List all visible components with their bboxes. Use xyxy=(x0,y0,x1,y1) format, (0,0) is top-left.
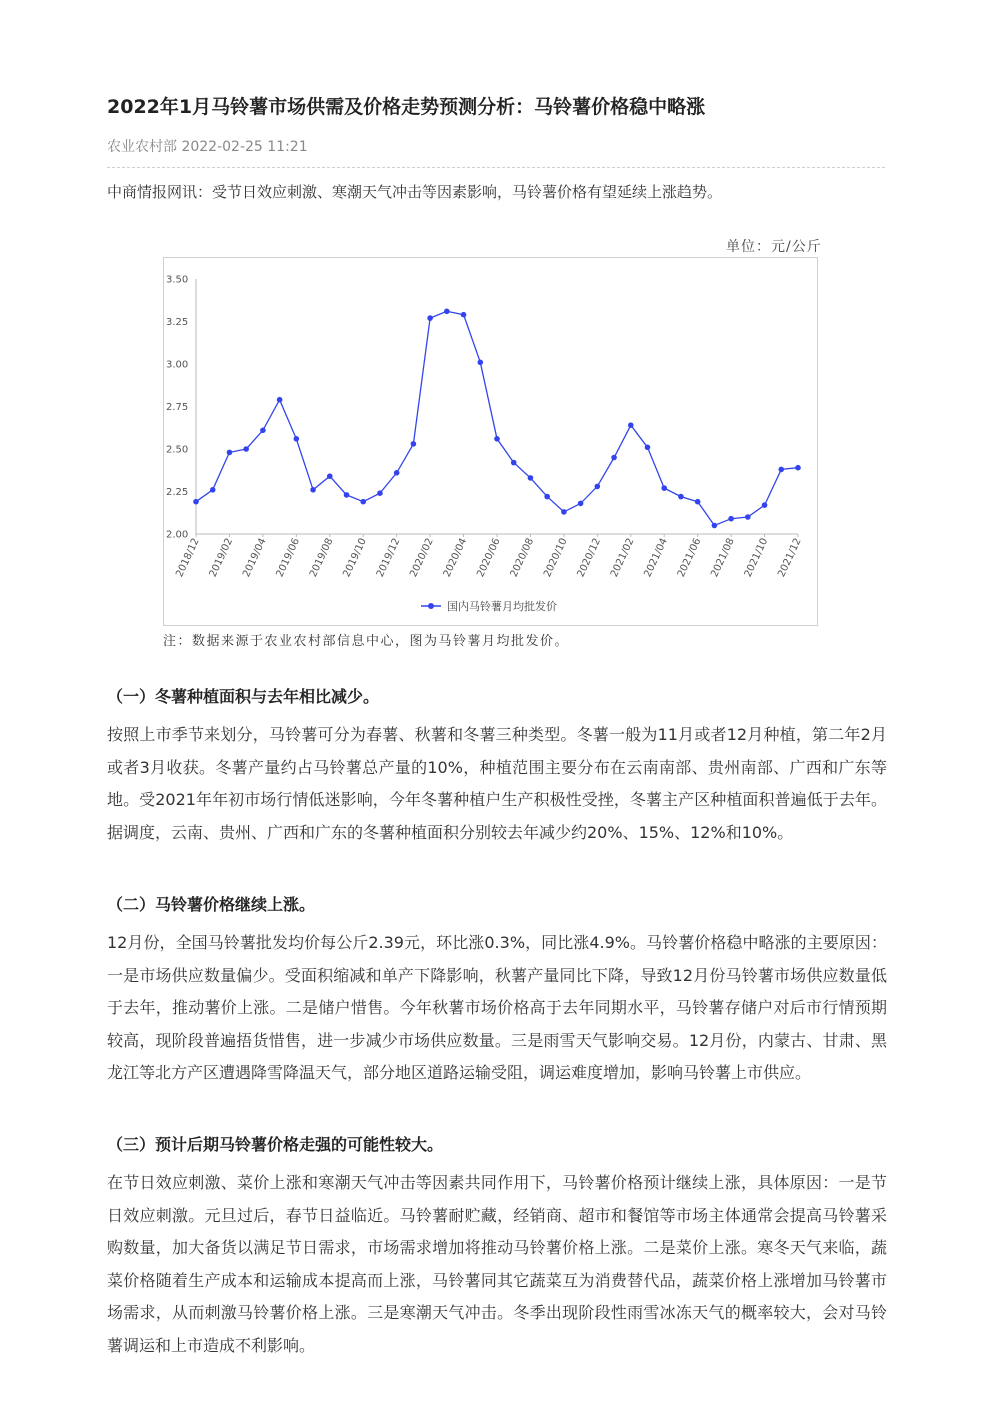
data-point xyxy=(795,465,801,471)
section2-body: 12月份，全国马铃薯批发均价每公斤2.39元，环比涨0.3%，同比涨4.9%。马铃薯价格稳中略涨的主要原因：一是市场供应数量偏少。受面积缩减和单产下降影响，秋薯产量同比下降，导致12月份马铃薯市场供应数量低于去年，推动薯价上涨。二是储户惜售。今年秋薯市场价格高于去年同期水平，马铃薯存储户对后市行情预期较高，现阶段普遍捂货惜售，进一步减少市场供应数量。三是雨雪天气影响交易。12月份，内蒙古、甘肃、黑龙江等北方产区遭遇降雪降温天气，部分地区道路运输受阻，调运难度增加，影响马铃薯上市供应。 xyxy=(107,933,887,1082)
article-date: 2022-02-25 11:21 xyxy=(181,139,308,155)
x-tick-label: 2018/12 xyxy=(174,536,202,579)
chart-note: 注：数据来源于农业农村部信息中心，图为马铃薯月均批发价。 xyxy=(163,634,570,649)
data-point xyxy=(494,436,500,442)
section2-heading: （二）马铃薯价格继续上涨。 xyxy=(107,895,316,914)
data-point xyxy=(310,487,316,493)
data-point xyxy=(511,460,517,466)
legend-swatch-marker xyxy=(428,603,434,609)
data-point xyxy=(628,422,634,428)
data-point xyxy=(728,516,734,522)
x-tick-label: 2019/04 xyxy=(241,536,269,579)
data-point xyxy=(477,360,483,366)
data-point xyxy=(528,475,534,481)
y-tick-label: 3.25 xyxy=(166,317,189,328)
data-point xyxy=(411,441,417,447)
y-tick-label: 3.50 xyxy=(166,274,189,286)
data-point xyxy=(394,470,400,476)
data-point xyxy=(712,523,718,529)
article-meta xyxy=(107,136,308,156)
x-tick-label: 2020/12 xyxy=(575,536,604,579)
data-point xyxy=(344,492,350,498)
data-point xyxy=(360,499,366,505)
x-tick-label: 2020/06 xyxy=(475,536,503,579)
data-point xyxy=(243,446,249,452)
section3-heading: （三）预计后期马铃薯价格走强的可能性较大。 xyxy=(107,1135,444,1154)
series-line xyxy=(196,311,798,525)
article-title: 2022年1月马铃薯市场供需及价格走势预测分析：马铃薯价格稳中略涨 xyxy=(107,96,706,118)
x-tick-label: 2021/08 xyxy=(709,536,737,579)
data-point xyxy=(611,455,617,461)
data-point xyxy=(227,450,233,456)
y-tick-label: 2.00 xyxy=(166,529,189,541)
x-tick-label: 2020/08 xyxy=(508,536,537,579)
y-tick-label: 3.00 xyxy=(166,359,189,371)
x-tick-label: 2021/12 xyxy=(776,536,804,579)
y-tick-label: 2.25 xyxy=(166,487,189,498)
section3-body: 在节日效应刺激、菜价上涨和寒潮天气冲击等因素共同作用下，马铃薯价格预计继续上涨，具体原因：一是节日效应刺激。元旦过后，春节日益临近。马铃薯耐贮藏，经销商、超市和餐馆等市场主体通常会提高马铃薯采购数量，加大备货以满足节日需求，市场需求增加将推动马铃薯价格上涨。二是菜价上涨。寒冬天气来临，蔬菜价格随着生产成本和运输成本提高而上涨，马铃薯同其它蔬菜互为消费替代品，蔬菜价格上涨增加马铃薯市场需求，从而刺激马铃薯价格上涨。三是寒潮天气冲击。冬季出现阶段性雨雪冰冻天气的概率较大，会对马铃薯调运和上市造成不利影响。 xyxy=(107,1173,887,1355)
data-point xyxy=(695,499,701,505)
data-point xyxy=(294,436,300,442)
data-point xyxy=(561,509,567,515)
data-point xyxy=(260,428,266,434)
x-tick-label: 2019/12 xyxy=(374,536,403,579)
x-tick-label: 2020/02 xyxy=(408,536,436,579)
data-point xyxy=(193,499,199,505)
x-tick-label: 2021/06 xyxy=(675,536,704,579)
x-tick-label: 2019/10 xyxy=(341,536,369,579)
section1-heading: （一）冬薯种植面积与去年相比减少。 xyxy=(107,687,380,706)
section1-body: 按照上市季节来划分，马铃薯可分为春薯、秋薯和冬薯三种类型。冬薯一般为11月或者12月种植，第二年2月或者3月收获。冬薯产量约占马铃薯总产量的10%，种植范围主要分布在云南南部、贵州南部、广西和广东等地。受2021年年初市场行情低迷影响，今年冬薯种植户生产积极性受挫，冬薯主产区种植面积普遍低于去年。据调度，云南、贵州、广西和广东的冬薯种植面积分别较去年减少约20%、15%、12%和10%。 xyxy=(107,725,887,842)
legend-label: 国内马铃薯月均批发价 xyxy=(447,600,557,613)
x-tick-label: 2019/08 xyxy=(307,536,336,579)
data-point xyxy=(778,467,784,473)
data-point xyxy=(762,502,768,508)
x-tick-label: 2021/10 xyxy=(742,536,771,579)
data-point xyxy=(377,490,383,496)
x-tick-label: 2019/02 xyxy=(207,536,236,579)
data-point xyxy=(645,445,651,451)
data-point xyxy=(544,494,550,500)
price-chart xyxy=(163,257,818,626)
chart-unit-label: 单位：元/公斤 xyxy=(726,239,822,255)
x-tick-label: 2021/02 xyxy=(608,536,637,579)
x-tick-label: 2020/04 xyxy=(441,536,470,579)
data-point xyxy=(745,514,751,520)
data-point xyxy=(678,494,684,500)
data-point xyxy=(461,312,467,318)
data-point xyxy=(427,315,433,321)
data-point xyxy=(210,487,216,493)
x-tick-label: 2020/10 xyxy=(542,536,570,579)
x-tick-label: 2021/04 xyxy=(642,536,670,579)
data-point xyxy=(578,501,584,507)
dashed-divider xyxy=(107,167,885,168)
price-chart-svg xyxy=(164,258,817,625)
data-point xyxy=(595,484,601,490)
article-source[interactable]: 农业农村部 xyxy=(107,139,177,155)
data-point xyxy=(444,309,450,315)
x-tick-label: 2019/06 xyxy=(274,536,303,579)
data-point xyxy=(277,397,283,403)
data-point xyxy=(327,473,333,479)
y-tick-label: 2.75 xyxy=(166,402,189,413)
y-tick-label: 2.50 xyxy=(166,444,189,456)
article-lead: 中商情报网讯：受节日效应刺激、寒潮天气冲击等因素影响，马铃薯价格有望延续上涨趋势。 xyxy=(107,183,723,201)
data-point xyxy=(661,485,667,491)
